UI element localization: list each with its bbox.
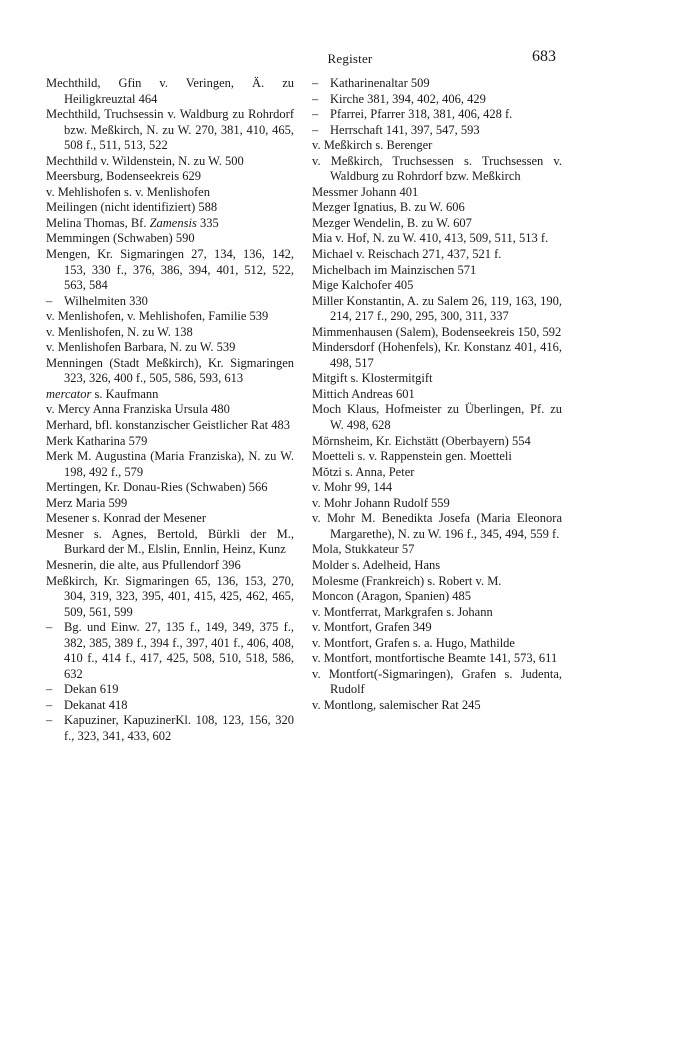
entry-text: Wilhelmiten 330 xyxy=(64,293,148,308)
index-entry xyxy=(312,107,562,123)
index-entry xyxy=(46,216,294,232)
index-entry xyxy=(46,309,294,325)
entry-text: Meilingen (nicht identifiziert) 588 xyxy=(46,200,218,215)
index-entry xyxy=(46,449,294,480)
index-entry xyxy=(46,527,294,558)
index-entry xyxy=(312,387,562,403)
index-entry xyxy=(312,651,562,667)
entry-text: v. Mercy Anna Franziska Ursula 480 xyxy=(46,402,230,417)
index-column-left xyxy=(46,76,294,745)
entry-text: Moetteli s. v. Rappenstein gen. Moetteli xyxy=(312,449,512,464)
index-entry xyxy=(312,200,562,216)
entry-text: Mindersdorf (Hohenfels), Kr. Konstanz 401, 416, 498, 517 xyxy=(312,340,562,370)
entry-text: v. Mohr M. Benedikta Josefa (Maria Eleonora Margarethe), N. zu W. 196 f., 345, 494, 559 f. xyxy=(312,511,562,541)
entry-text: Katharinenaltar 509 xyxy=(330,76,430,90)
entry-text: Mertingen, Kr. Donau-Ries (Schwaben) 566 xyxy=(46,480,268,495)
index-entry xyxy=(46,574,294,621)
entry-text: v. Menlishofen, N. zu W. 138 xyxy=(46,324,193,339)
entry-italic-text: Zamensis xyxy=(149,215,197,230)
entry-text: v. Meßkirch, Truchsessen s. Truchsessen v. Waldburg zu Rohrdorf bzw. Meßkirch xyxy=(312,153,562,184)
index-entry xyxy=(46,402,294,418)
index-entry xyxy=(312,340,562,371)
index-entry xyxy=(312,294,562,325)
entry-text: Melina Thomas, Bf. xyxy=(46,215,150,230)
entry-text: v. Meßkirch s. Berenger xyxy=(312,138,433,153)
index-entry xyxy=(46,496,294,512)
entry-text: Bg. und Einw. 27, 135 f., 149, 349, 375 f., 382, 385, 389 f., 394 f., 397, 401 f., 406, 408, 410 f., 414 f., 417, 425, 508, 510, 518, 586, 632 xyxy=(64,620,294,681)
index-entry xyxy=(46,480,294,496)
entry-text: Michael v. Reischach 271, 437, 521 f. xyxy=(312,247,502,262)
index-entry xyxy=(46,356,294,387)
page-number: 683 xyxy=(532,48,556,65)
entry-text: Mechthild, Truchsessin v. Waldburg zu Rohrdorf bzw. Meßkirch, N. zu W. 270, 381, 410, 465, 508 f., 511, 513, 522 xyxy=(46,107,294,153)
entry-italic-text: mercator xyxy=(46,386,92,401)
entry-text: v. Montfort, Grafen s. a. Hugo, Mathilde xyxy=(312,635,515,650)
entry-text: Mittich Andreas 601 xyxy=(312,386,415,401)
entry-text: Merhard, bfl. konstanzischer Geistlicher Rat 483 xyxy=(46,418,291,433)
entry-text: Mechthild, Gfin v. Veringen, Ä. zu Heiligkreuztal 464 xyxy=(46,76,294,106)
subentry-dash: – xyxy=(46,682,53,697)
index-entry xyxy=(46,325,294,341)
subentry-dash: – xyxy=(312,122,319,137)
subentry-dash: – xyxy=(312,91,319,106)
entry-text: Kapuziner, KapuzinerKl. 108, 123, 156, 320 f., 323, 341, 433, 602 xyxy=(64,713,294,743)
entry-text: Meersburg, Bodenseekreis 629 xyxy=(46,169,201,184)
entry-text: v. Mohr Johann Rudolf 559 xyxy=(312,495,450,510)
index-entry xyxy=(312,216,562,232)
entry-text: Menningen (Stadt Meßkirch), Kr. Sigmaringen 323, 326, 400 f., 505, 586, 593, 613 xyxy=(46,355,294,386)
index-entry xyxy=(312,496,562,512)
subentry-dash: – xyxy=(46,713,53,728)
entry-text: s. Kaufmann xyxy=(91,386,159,401)
index-entry xyxy=(312,636,562,652)
index-entry xyxy=(312,434,562,450)
index-column-right xyxy=(312,76,562,713)
index-entry xyxy=(46,434,294,450)
entry-text: v. Montferrat, Markgrafen s. Johann xyxy=(312,604,493,619)
entry-text: Molder s. Adelheid, Hans xyxy=(312,557,441,572)
entry-text: Meßkirch, Kr. Sigmaringen 65, 136, 153, 270, 304, 319, 323, 395, 401, 415, 425, 462, 465, 509, 561, 599 xyxy=(46,573,294,619)
index-entry xyxy=(312,154,562,185)
entry-text: Kirche 381, 394, 402, 406, 429 xyxy=(330,91,486,106)
index-entry xyxy=(46,154,294,170)
index-entry xyxy=(46,511,294,527)
index-entry xyxy=(312,698,562,714)
entry-text: Dekanat 418 xyxy=(64,697,128,712)
index-entry xyxy=(46,107,294,154)
index-entry xyxy=(312,231,562,247)
running-title: Register xyxy=(327,51,373,66)
index-entry xyxy=(312,465,562,481)
index-entry xyxy=(312,667,562,698)
index-entry xyxy=(46,231,294,247)
index-entry xyxy=(312,511,562,542)
index-entry xyxy=(46,340,294,356)
entry-text: Mia v. Hof, N. zu W. 410, 413, 509, 511, 513 f. xyxy=(312,231,549,246)
entry-text: Merk Katharina 579 xyxy=(46,433,148,448)
entry-text: Mitgift s. Klostermitgift xyxy=(312,371,433,386)
entry-text: Mige Kalchofer 405 xyxy=(312,278,414,293)
entry-text: Mŏtzi s. Anna, Peter xyxy=(312,464,415,479)
entry-text: Mörnsheim, Kr. Eichstätt (Oberbayern) 554 xyxy=(312,433,531,448)
index-entry xyxy=(46,682,294,698)
index-entry xyxy=(312,605,562,621)
index-entry xyxy=(312,449,562,465)
index-entry xyxy=(46,247,294,294)
index-entry xyxy=(46,698,294,714)
subentry-dash: – xyxy=(312,76,319,90)
index-entry xyxy=(46,418,294,434)
subentry-dash: – xyxy=(312,107,319,122)
entry-text: Mimmenhausen (Salem), Bodenseekreis 150, 592 xyxy=(312,324,562,339)
entry-text: Mezger Wendelin, B. zu W. 607 xyxy=(312,215,472,230)
entry-text: Miller Konstantin, A. zu Salem 26, 119, 163, 190, 214, 217 f., 290, 295, 300, 311, 337 xyxy=(312,293,562,324)
index-entry xyxy=(46,76,294,107)
index-entry xyxy=(46,713,294,744)
entry-text: Michelbach im Mainzischen 571 xyxy=(312,262,477,277)
index-entry xyxy=(312,402,562,433)
index-entry xyxy=(46,169,294,185)
entry-text: v. Montfort, montfortische Beamte 141, 573, 611 xyxy=(312,651,558,666)
index-entry xyxy=(312,325,562,341)
entry-text: v. Montfort(-Sigmaringen), Grafen s. Judenta, Rudolf xyxy=(312,666,562,697)
subentry-dash: – xyxy=(46,697,53,712)
entry-text: v. Menlishofen Barbara, N. zu W. 539 xyxy=(46,340,236,355)
entry-text: Pfarrei, Pfarrer 318, 381, 406, 428 f. xyxy=(330,107,513,122)
index-entry xyxy=(312,185,562,201)
index-entry xyxy=(46,294,294,310)
entry-text: Mechthild v. Wildenstein, N. zu W. 500 xyxy=(46,153,244,168)
entry-text: Moncon (Aragon, Spanien) 485 xyxy=(312,589,471,604)
index-entry xyxy=(46,387,294,403)
entry-text: 335 xyxy=(196,215,219,230)
index-entry xyxy=(312,542,562,558)
entry-text: v. Menlishofen, v. Mehlishofen, Familie 539 xyxy=(46,309,269,324)
entry-text: Moch Klaus, Hofmeister zu Überlingen, Pf. zu W. 498, 628 xyxy=(312,402,562,433)
entry-text: Mezger Ignatius, B. zu W. 606 xyxy=(312,200,465,215)
entry-text: Dekan 619 xyxy=(64,682,119,697)
entry-text: Mesener s. Konrad der Mesener xyxy=(46,511,207,526)
index-entry xyxy=(312,247,562,263)
entry-text: Mesnerin, die alte, aus Pfullendorf 396 xyxy=(46,557,241,572)
index-entry xyxy=(46,200,294,216)
entry-text: v. Mehlishofen s. v. Menlishofen xyxy=(46,184,210,199)
index-entry xyxy=(312,558,562,574)
index-entry xyxy=(312,263,562,279)
index-entry xyxy=(312,76,562,92)
entry-text: Molesme (Frankreich) s. Robert v. M. xyxy=(312,573,502,588)
index-entry xyxy=(46,185,294,201)
index-entry xyxy=(46,558,294,574)
entry-text: v. Mohr 99, 144 xyxy=(312,480,393,495)
entry-text: v. Montlong, salemischer Rat 245 xyxy=(312,697,481,712)
entry-text: Merk M. Augustina (Maria Franziska), N. zu W. 198, 492 f., 579 xyxy=(46,449,294,479)
index-entry xyxy=(312,138,562,154)
entry-text: Messmer Johann 401 xyxy=(312,184,419,199)
index-entry xyxy=(312,480,562,496)
index-entry xyxy=(312,574,562,590)
entry-text: v. Montfort, Grafen 349 xyxy=(312,620,432,635)
page-header xyxy=(0,46,700,70)
index-entry xyxy=(312,620,562,636)
entry-text: Merz Maria 599 xyxy=(46,495,128,510)
entry-text: Mengen, Kr. Sigmaringen 27, 134, 136, 142, 153, 330 f., 376, 386, 394, 401, 512, 522, 563, 584 xyxy=(46,247,294,293)
subentry-dash: – xyxy=(46,293,53,308)
entry-text: Herrschaft 141, 397, 547, 593 xyxy=(330,122,480,137)
index-entry xyxy=(46,620,294,682)
index-entry xyxy=(312,278,562,294)
subentry-dash: – xyxy=(46,620,53,635)
index-entry xyxy=(312,123,562,139)
entry-text: Mesner s. Agnes, Bertold, Bürkli der M., Burkard der M., Elslin, Ennlin, Heinz, Kunz xyxy=(46,526,294,557)
entry-text: Mola, Stukkateur 57 xyxy=(312,542,415,557)
index-entry xyxy=(312,371,562,387)
entry-text: Memmingen (Schwaben) 590 xyxy=(46,231,195,246)
index-entry xyxy=(312,589,562,605)
index-entry xyxy=(312,92,562,108)
